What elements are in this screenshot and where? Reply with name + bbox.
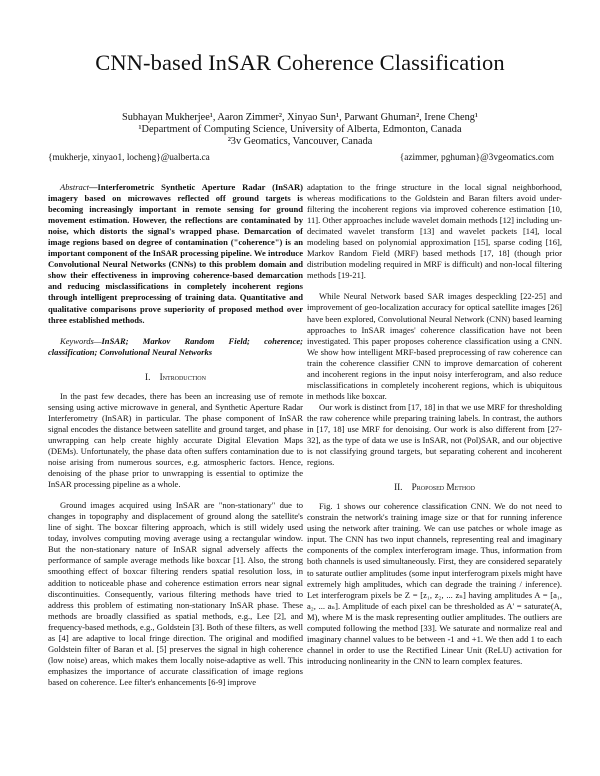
email-3vgeomatics: {azimmer, pghuman}@3vgeomatics.com — [399, 153, 554, 163]
left-column — [48, 182, 303, 688]
abstract-lead: Abstract — [60, 182, 89, 192]
section-number: II. — [394, 482, 403, 493]
keywords — [48, 336, 303, 358]
paper-title: CNN-based InSAR Coherence Classification — [95, 50, 505, 75]
section-heading-proposed-method — [307, 482, 562, 493]
intro-paragraph-3: adaptation to the fringe structure in the local signal neighborhood, whereas modifications to the Goldstein and Baran filters avoid under-filtering the incoherent regions via improved coherence estimation [10, 11]. Other approaches include wavelet domain methods [12] including un-decimated wavelet transform [13] and wavelet packets [14], local modeling based on polynomial approximation [15], sparse coding [16], Markov Random Field (MRF) based methods [17, 18] (though prior distribution modeling required in MRF is difficult) and non-local filtering methods [19-21]. — [307, 182, 562, 281]
intro-paragraph-5: Our work is distinct from [17, 18] in that we use MRF for thresholding the raw coherence while preparing training labels. In contrast, the authors in [17, 18] use MRF for denoising. Our work is also different from [27-32], as the type of data we use is InSAR, not (Pol)SAR, and our objective is not classifying ground targets, but separating coherent and incoherent regions. — [307, 401, 562, 468]
affiliation-2: ²3v Geomatics, Vancouver, Canada — [227, 136, 373, 147]
affiliation-1: ¹Department of Computing Science, University of Alberta, Edmonton, Canada — [138, 124, 462, 135]
keywords-lead: Keywords— — [60, 335, 102, 346]
authors-line: Subhayan Mukherjee¹, Aaron Zimmer², Xinyao Sun¹, Parwant Ghuman², Irene Cheng¹ — [121, 112, 478, 123]
section-title: Introduction — [159, 371, 206, 382]
intro-paragraph-4: While Neural Network based SAR images despeckling [22-25] and improvement of geo-localization accuracy for optical satellite images [26] have been explored, Convolutional Neural Network (CNN) based learning approaches to InSAR images' coherence classification have not been investigated. This paper proposes coherence classification using a CNN. We show how intelligent MRF-based preprocessing of raw coherence can train the coherence classifier CNN to improve demarcation of coherent and incoherent regions in the input noisy interferogram, and also reduce misclassifications in completely incoherent regions, which is ubiquitous in methods like boxcar. — [307, 291, 562, 401]
section-title: Proposed Method — [411, 482, 475, 493]
author-block — [0, 112, 600, 148]
intro-paragraph-1: In the past few decades, there has been an increasing use of remote sensing using active microwave in general, and Synthetic Aperture Radar Interferometry (InSAR) in particular. The phase component of InSAR signal encodes the distance between satellite and ground target, and phase unwrapping can help create highly accurate Digital Elevation Maps (DEMs). Unfortunately, the phase data often suffers contamination due to noise arising from numerous sources, e.g. atmospheric factors. Hence, denoising of the phase prior to unwrapping is essential to optimize the InSAR processing pipeline as a whole. — [48, 390, 303, 490]
abstract — [48, 182, 303, 358]
email-ualberta: {mukherje, xinyao1, locheng}@ualberta.ca — [48, 153, 210, 163]
method-paragraph-1: Fig. 1 shows our coherence classification CNN. We do not need to constrain the network's training image size or that for running inference using the network after training. We can use patches or whole image as input. The CNN has two input channels, representing real and imaginary components of the complex interferogram image. Thus, information from both channels is used simultaneously. First, they are considered separately to saturate outlier amplitudes (some input interferogram pixels might have extremely high amplitudes, which can degrade the training / inference). Let interferogram pixels be Z = [z₁, z₂, ... zₙ] having amplitudes A = [a₁, a₂, ... aₙ]. Amplitude of each pixel can be thresholded as A' = saturate(A, M), where M is the mask representing outlier amplitudes. The outliers are computed following the method [33]. We saturate and normalize real and imaginary channel values to be between -1 and +1. We then add 1 to each channel in order to use the Rectified Linear Unit (ReLU) activation for introducing nonlinearity in the CNN to learn complex features. — [307, 501, 562, 666]
intro-paragraph-2: Ground images acquired using InSAR are "non-stationary" due to changes in topography and displacement of ground along the satellite's line of sight. The boxcar filtering approach, which is still widely used today, involves computing moving average using a rectangular window. But the non-stationary nature of InSAR signal adversely affects the performance of sample average methods like boxcar [1]. Also, the strong smoothing effect of boxcar filtering renders spatial resolution loss, in addition to noticeable phase and coherence estimation errors near signal discontinuities. Consequently, various filtering methods have tried to address this problem of estimating non-stationary InSAR phase. These methods are broadly classified as spatial methods, e.g., Lee [2], and frequency-based methods, e.g., Goldstein [3]. Both of these filters, as well as [4] are adaptive to local fringe direction. The original and modified Goldstein filter of Baran et al. [5] preserves the signal in high coherence (low noise) areas, which makes them locally noise-adaptive as well. This emphasizes the importance of accurate classification of image regions based on coherence. Lee filter's enhancements [6-9] improve — [48, 500, 303, 687]
section-number: I. — [145, 371, 151, 382]
section-heading-introduction — [48, 372, 303, 383]
right-column — [307, 182, 562, 667]
keywords-text: InSAR; Markov Random Field; coherence; classification; Convolutional Neural Networks — [48, 335, 303, 357]
abstract-text: —Interferometric Synthetic Aperture Radar (InSAR) imagery based on microwaves reflected off ground targets is becoming increasingly important in remote sensing for ground movement estimation. However, the reflections are contaminated by noise, which distorts the signal's wrapped phase. Demarcation of image regions based on degree of contamination ("coherence") is an important component of the InSAR processing pipeline. We introduce Convolutional Neural Networks (CNNs) to this problem domain and show their effectiveness in improving coherence-based demarcation and reducing misclassifications in completely incoherent regions through intelligent preprocessing of training data. Quantitative and qualitative comparisons prove superiority of proposed method over three established methods. — [48, 182, 303, 325]
